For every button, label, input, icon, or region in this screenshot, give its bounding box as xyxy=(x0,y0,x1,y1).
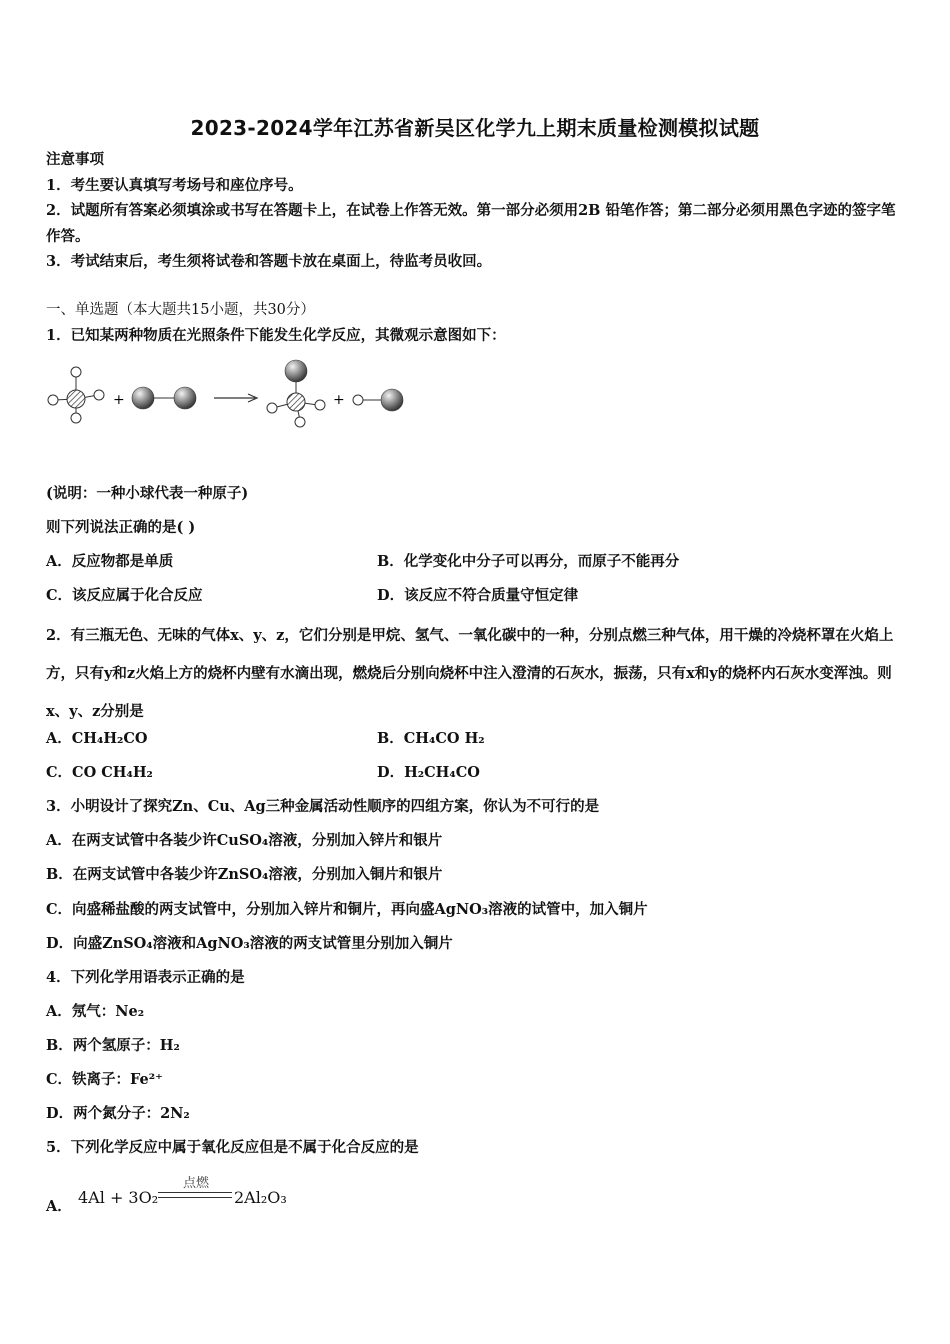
q2-option-d: D．H₂CH₄CO xyxy=(377,764,480,781)
q3-option-a: A．在两支试管中各装少许CuSO₄溶液，分别加入锌片和银片 xyxy=(46,832,443,849)
hydrogen-chloride-molecule-icon xyxy=(353,389,403,411)
methane-molecule-icon xyxy=(48,367,104,423)
equation-equals-sign xyxy=(158,1192,232,1198)
equation-products: 2Al₂O₃ xyxy=(234,1188,287,1207)
chlorine-molecule-icon xyxy=(132,387,196,409)
q2-option-b: B．CH₄CO H₂ xyxy=(377,730,485,747)
q1-option-c: C．该反应属于化合反应 xyxy=(46,587,203,604)
q1-option-a: A．反应物都是单质 xyxy=(46,553,174,570)
q1-option-b: B．化学变化中分子可以再分，而原子不能再分 xyxy=(377,553,680,570)
page-title: 2023-2024学年江苏省新吴区化学九上期末质量检测模拟试题 xyxy=(190,116,760,140)
q1-option-d: D．该反应不符合质量守恒定律 xyxy=(377,587,579,604)
q1-ask: 则下列说法正确的是( ) xyxy=(46,519,196,536)
q3-stem: 3．小明设计了探究Zn、Cu、Ag三种金属活动性顺序的四组方案，你认为不可行的是 xyxy=(46,798,600,815)
notice-item-2: 2．试题所有答案必须填涂或书写在答题卡上，在试卷上作答无效。第一部分必须用2B 铅笔作答；第二部分必须用黑色字迹的签字笔作答。 xyxy=(46,202,896,245)
q2-option-c: C．CO CH₄H₂ xyxy=(46,764,153,781)
q3-option-c: C．向盛稀盐酸的两支试管中，分别加入锌片和铜片，再向盛AgNO₃溶液的试管中，加入铜片 xyxy=(46,901,648,918)
notice-item-3: 3．考试结束后，考生须将试卷和答题卡放在桌面上，待监考员收回。 xyxy=(46,253,492,270)
q3-option-b: B．在两支试管中各装少许ZnSO₄溶液，分别加入铜片和银片 xyxy=(46,866,443,883)
q5-option-a-equation xyxy=(78,1172,318,1216)
q4-option-c: C．铁离子：Fe²⁺ xyxy=(46,1071,163,1088)
reaction-condition: 点燃 xyxy=(182,1176,209,1191)
notice-item-1: 1．考生要认真填写考场号和座位序号。 xyxy=(46,177,303,194)
plus-sign-2: + xyxy=(333,392,345,408)
q2-stem: 2．有三瓶无色、无味的气体x、y、z，它们分别是甲烷、氢气、一氧化碳中的一种，分别点燃三种气体，用干燥的冷烧杯罩在火焰上方，只有y和z火焰上方的烧杯内壁有水滴出现，燃烧后分别向烧杯中注入澄清的石灰水，振荡，只有x和y的烧杯内石灰水变浑浊。则x、y、z分别是 xyxy=(46,627,894,720)
q4-option-b: B．两个氢原子：H₂ xyxy=(46,1037,180,1054)
q4-option-d: D．两个氮分子：2N₂ xyxy=(46,1105,190,1122)
reaction-diagram xyxy=(40,352,460,442)
reaction-arrow-icon xyxy=(214,394,257,402)
q3-option-d: D．向盛ZnSO₄溶液和AgNO₃溶液的两支试管里分别加入铜片 xyxy=(46,935,453,952)
q5-stem: 5．下列化学反应中属于氧化反应但是不属于化合反应的是 xyxy=(46,1139,419,1156)
plus-sign-1: + xyxy=(113,392,125,408)
equation-reactants: 4Al + 3O₂ xyxy=(78,1188,159,1207)
chloromethane-molecule-icon xyxy=(267,360,325,427)
q2-option-a: A．CH₄H₂CO xyxy=(46,730,148,747)
section-heading: 一、单选题（本大题共15小题，共30分） xyxy=(46,302,315,318)
q1-note: (说明：一种小球代表一种原子) xyxy=(46,485,249,502)
q4-stem: 4．下列化学用语表示正确的是 xyxy=(46,969,245,986)
q1-stem: 1．已知某两种物质在光照条件下能发生化学反应，其微观示意图如下： xyxy=(46,327,506,344)
q4-option-a: A．氖气：Ne₂ xyxy=(46,1003,145,1020)
notice-heading: 注意事项 xyxy=(46,151,104,168)
q5-option-a-label: A． xyxy=(46,1198,72,1215)
